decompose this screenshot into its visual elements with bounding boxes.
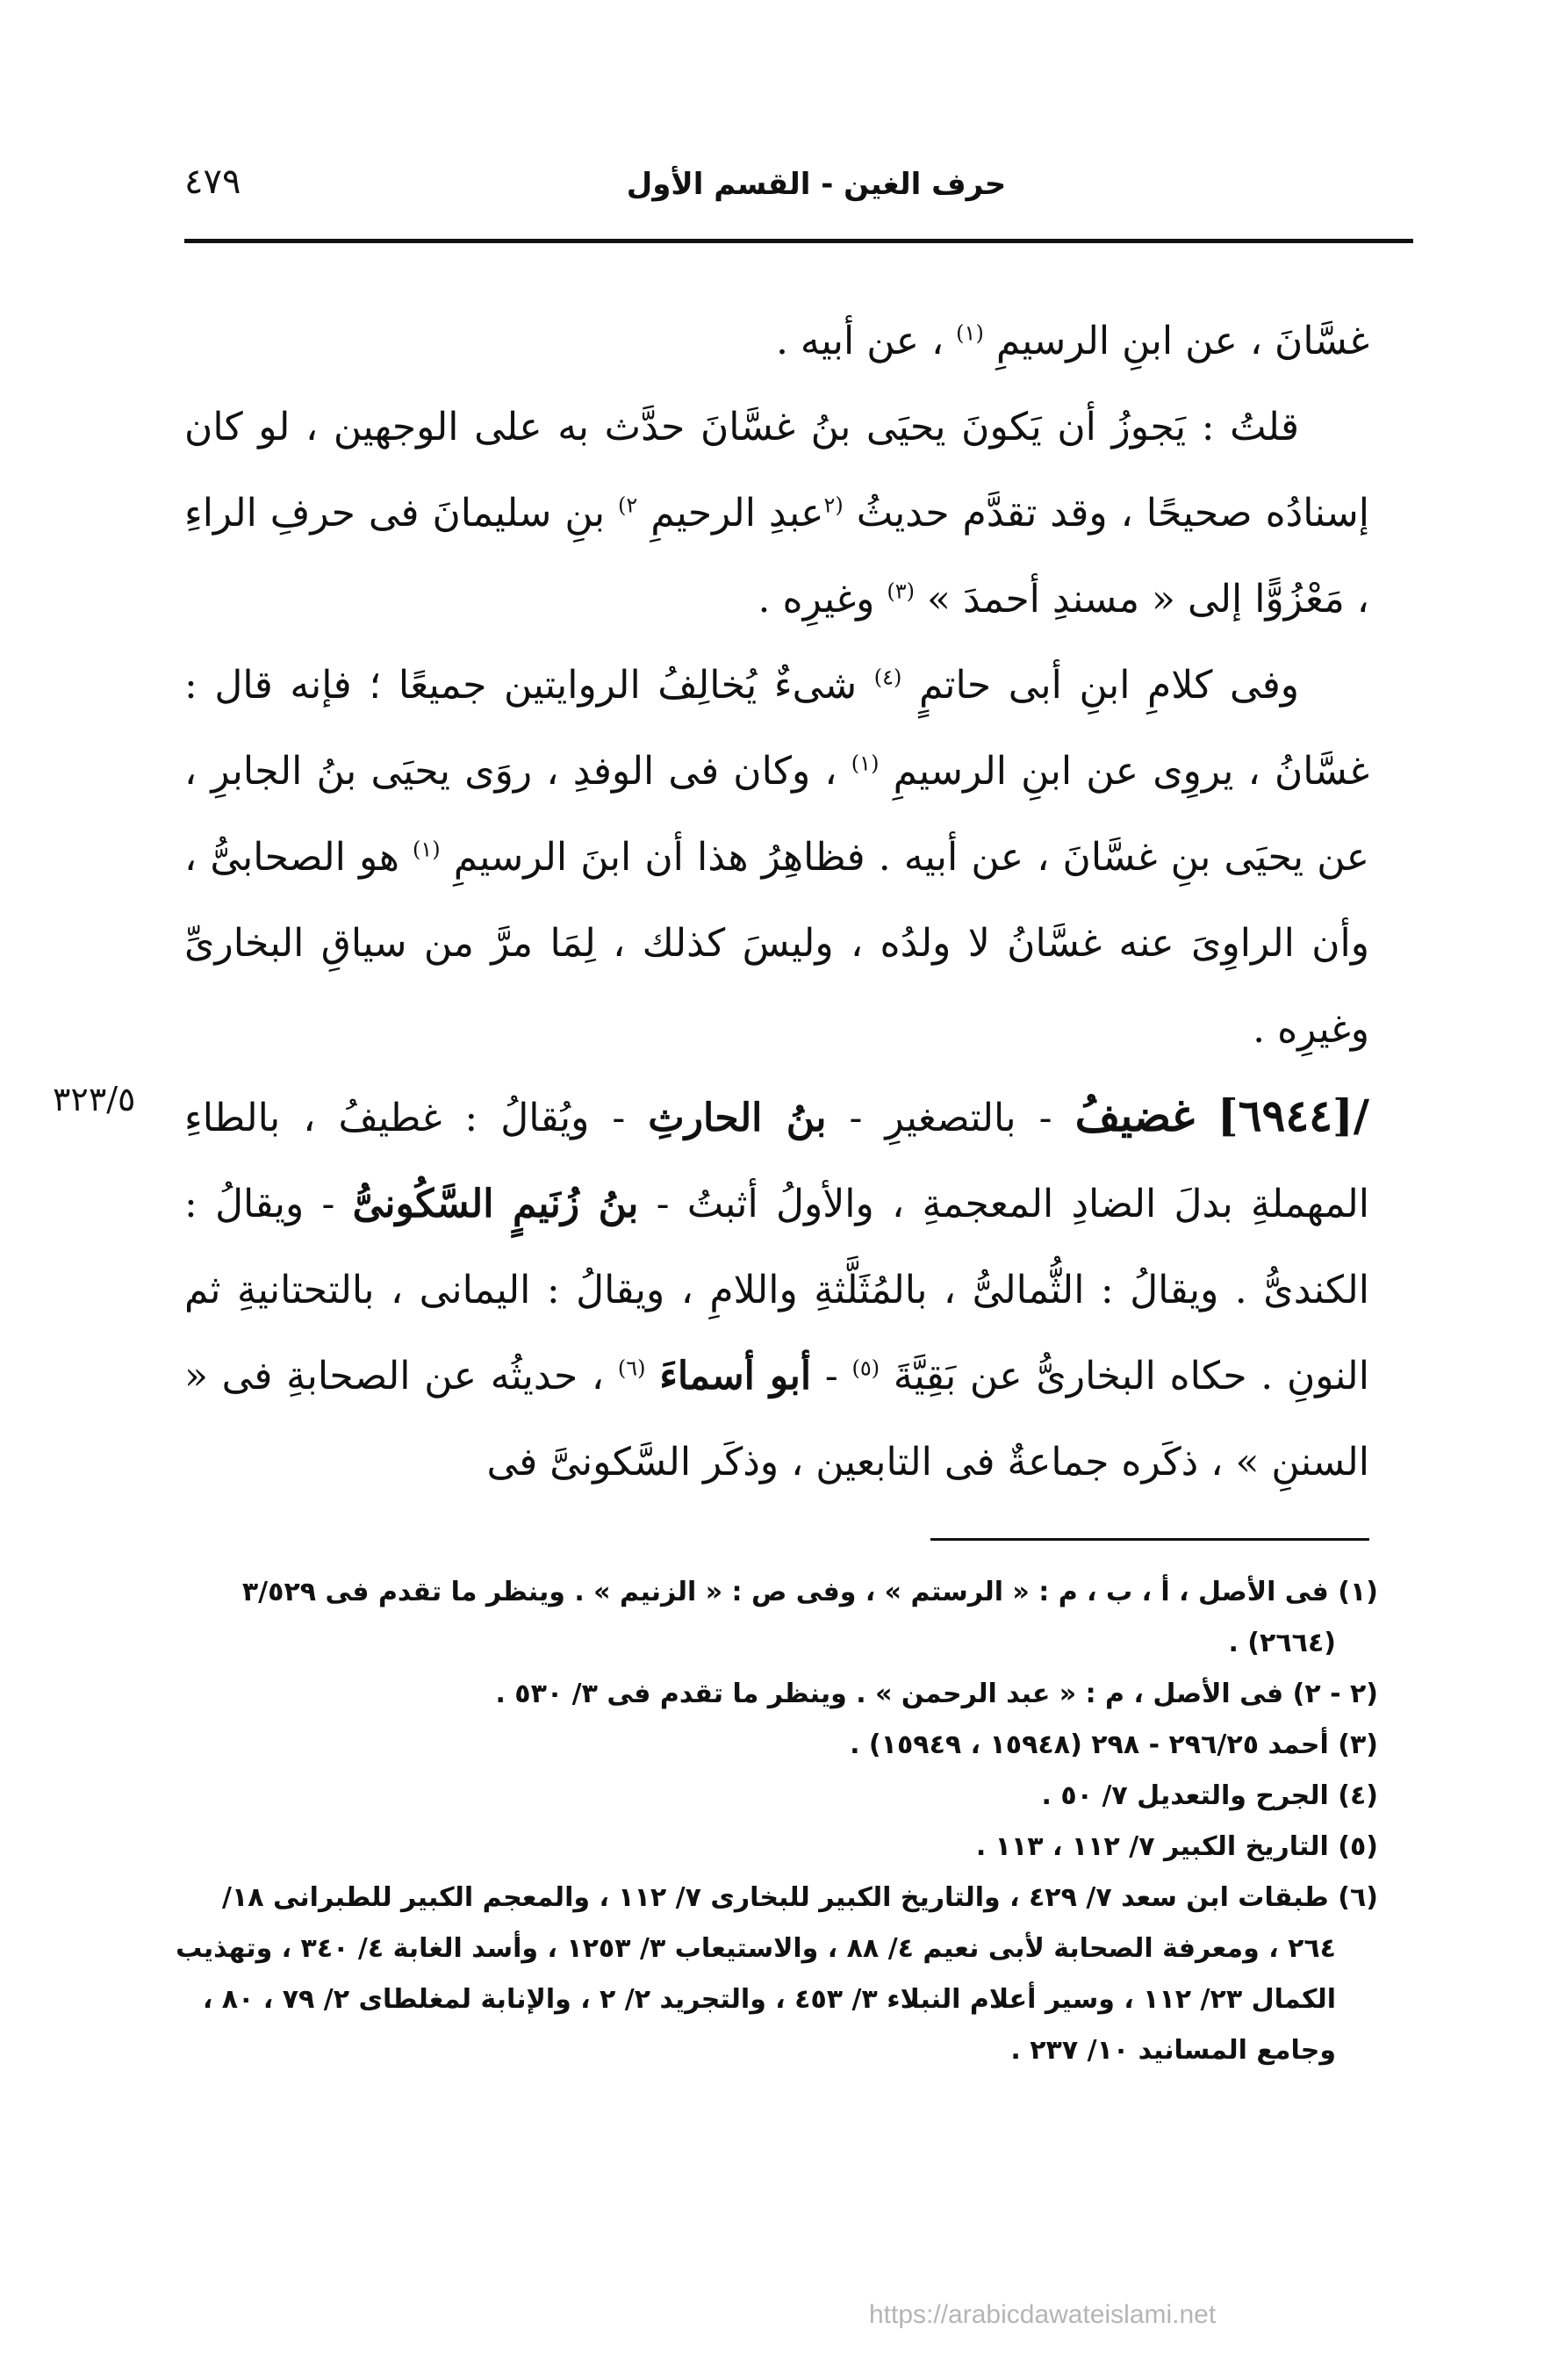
footnote-5: (٥) التاريخ الكبير ٧/ ١١٢ ، ١١٣ .: [975, 1831, 1378, 1862]
footnote-ref: (٤): [873, 665, 902, 690]
footnotes: [158, 1567, 1378, 2076]
footnote-ref: (١): [851, 751, 880, 776]
paragraph-2: قلتُ : يَجوزُ أن يَكونَ يحيَى بنُ غسَّانَ حدَّث به على الوجهين ، لو كان إسنادُه صحيحًا ، وقد تقدَّم حديثُ $^{(٢}$عبدِ الرحيمِ $^{٢)}$ بنِ سليمانَ فى حرفِ الراءِ ، مَعْزُوًّا إلى « مسندِ أحمدَ » $^{(٣)}$ وغيرِه .: [184, 405, 1369, 622]
footnote-6: (٦) طبقات ابن سعد ٧/ ٤٢٩ ، والتاريخ الكبير للبخارى ٧/ ١١٢ ، والمعجم الكبير للطبرانى ١٨/ ٢٦٤ ، ومعرفة الصحابة لأبى نعيم ٤/ ٨٨ ، والاستيعاب ٣/ ١٢٥٣ ، وأسد الغابة ٤/ ٣٤٠ ، وتهذيب الكمال ٢٣/ ١١٢ ، وسير أعلام النبلاء ٣/ ٤٥٣ ، والتجريد ٢/ ٢ ، والإنابة لمغلطاى ٢/ ٧٩ ، ٨٠ ، وجامع المسانيد ١٠/ ٢٣٧ .: [176, 1882, 1378, 2066]
footnote-ref: (٣): [887, 579, 916, 604]
footnote-ref: (٢: [823, 493, 844, 518]
entry-name: غضيفُ: [1074, 1089, 1195, 1141]
paragraph-3: وفى كلامِ ابنِ أبى حاتمٍ $^{(٤)}$ شىءٌ يُخالِفُ الروايتين جميعًا ؛ فإنه قال : غسَّانُ ، يروِى عن ابنِ الرسيمِ $^{(١)}$ ، وكان فى الوفدِ ، روَى يحيَى بنُ الجابرِ ، عن يحيَى بنِ غسَّانَ ، عن أبيه . فظاهِرُ هذا أن ابنَ الرسيمِ $^{(١)}$ هو الصحابىُّ ، وأن الراوِىَ عنه غسَّانُ لا ولدُه ، وليسَ كذلك ، لِمَا مرَّ من سياقِ البخارىِّ وغيرِه .: [184, 663, 1369, 1052]
footnote-1: (١) فى الأصل ، أ ، ب ، م : « الرستم » ، وفى ص : « الزنيم » . وينظر ما تقدم فى ٣/٥٢٩ (٢٦٦٤) .: [241, 1577, 1378, 1658]
margin-volume-page-ref: ٣٢٣/٥: [53, 1080, 136, 1118]
entry-number: [٦٩٤٤]: [1217, 1089, 1354, 1141]
main-text: [184, 298, 1369, 1506]
header-rule: [184, 239, 1413, 243]
paragraph-1: غسَّانَ ، عن ابنِ الرسيمِ $^{(١)}$ ، عن أبيه .: [775, 319, 1369, 363]
footnote-4: (٤) الجرح والتعديل ٧/ ٥٠ .: [1041, 1780, 1378, 1811]
entry-slash: /: [1353, 1089, 1369, 1141]
entry-father: بنُ الحارثِ: [648, 1096, 827, 1140]
entry-kunya: أبو أسماءَ: [659, 1354, 812, 1399]
footnote-ref: (١): [956, 320, 984, 346]
watermark-url: https://arabicdawateislami.net: [869, 2300, 1217, 2329]
footnote-3: (٣) أحمد ٢٩٦/٢٥ - ٢٩٨ (١٥٩٤٨ ، ١٥٩٤٩) .: [850, 1729, 1378, 1760]
footnote-separator: [930, 1538, 1369, 1541]
footnote-ref: (٦): [617, 1355, 646, 1381]
footnote-2: (٢ - ٢) فى الأصل ، م : « عبد الرحمن » . وينظر ما تقدم فى ٣/ ٥٣٠ .: [495, 1679, 1378, 1709]
page-header: [184, 162, 1413, 237]
entry-alt-lineage: بنُ زُنَيمٍ السَّكُونىُّ: [352, 1182, 639, 1226]
footnote-ref: (١): [413, 837, 441, 862]
footnote-ref: ٢): [618, 493, 638, 518]
entry-6944: /[٦٩٤٤] غضيفُ - بالتصغيرِ - بنُ الحارثِ - ويُقالُ : غطيفُ ، بالطاءِ المهملةِ بدلَ الضادِ المعجمةِ ، والأولُ أثبتُ - بنُ زُنَيمٍ السَّكُونىُّ - ويقالُ : الكندىُّ . ويقالُ : الثُّمالىُّ ، بالمُثَلَّثةِ واللامِ ، ويقالُ : اليمانى ، بالتحتانيةِ ثم النونِ . حكاه البخارىُّ عن بَقِيَّةَ $^{(٥)}$ - أبو أسماءَ $^{(٦)}$ ، حديثُه عن الصحابةِ فى « السننِ » ، ذكَره جماعةٌ فى التابعين ، وذكَر السَّكونىَّ فى: [184, 1089, 1369, 1485]
running-title: حرف الغين - القسم الأول: [626, 167, 1007, 202]
page-number: ٤٧٩: [184, 162, 241, 202]
footnote-ref: (٥): [851, 1355, 880, 1381]
